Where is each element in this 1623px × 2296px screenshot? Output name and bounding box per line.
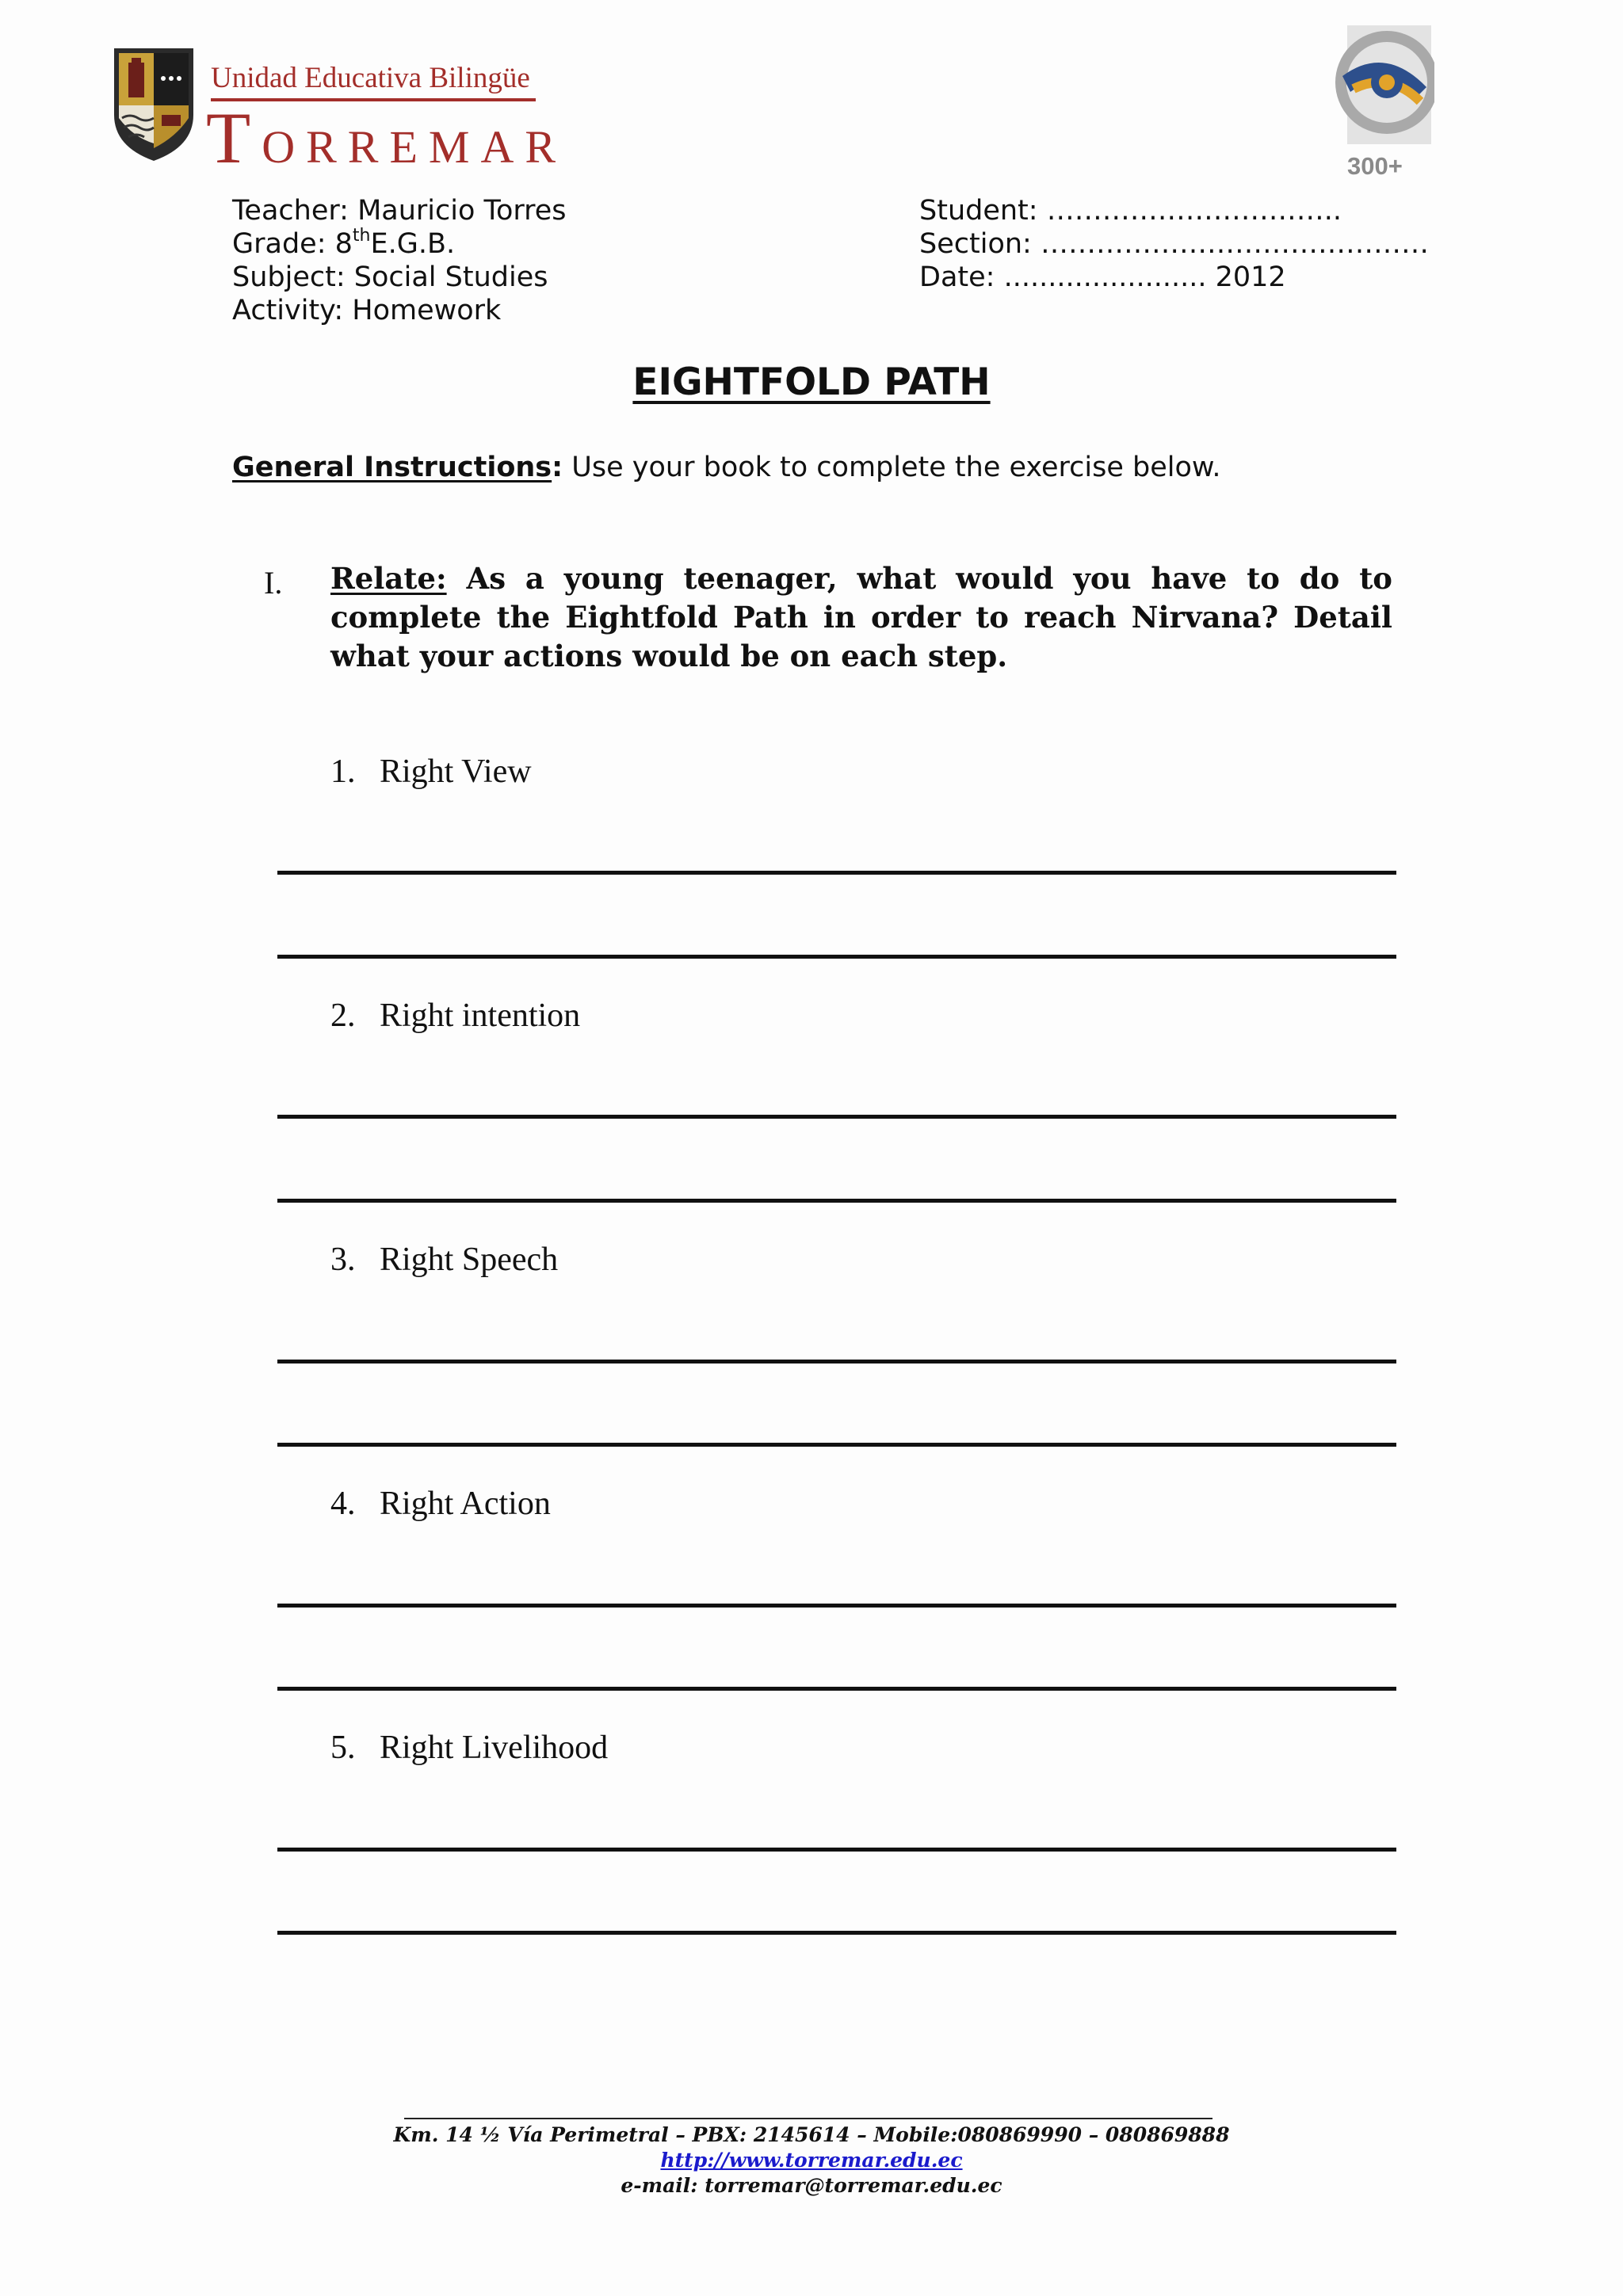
list-item xyxy=(330,1241,558,1279)
subject-field: Subject: Social Studies xyxy=(232,261,548,293)
item-label: Right Action xyxy=(380,1486,551,1522)
item-number: 2. xyxy=(330,997,356,1034)
list-item xyxy=(330,1485,551,1523)
answer-line[interactable] xyxy=(277,1604,1396,1608)
instructions-colon: : xyxy=(552,452,563,483)
answer-line[interactable] xyxy=(277,955,1396,959)
answer-line[interactable] xyxy=(277,1360,1396,1363)
question-text xyxy=(330,559,1392,676)
instructions-text: Use your book to complete the exercise below. xyxy=(563,452,1221,483)
student-field[interactable]: Student: ………………………….. xyxy=(919,195,1342,227)
item-number: 5. xyxy=(330,1730,356,1766)
crest-icon xyxy=(109,45,198,164)
accreditation-seal-icon xyxy=(1308,25,1434,152)
header-left xyxy=(232,194,567,327)
date-field[interactable]: Date: ....................... 2012 xyxy=(919,261,1286,293)
item-number: 4. xyxy=(330,1486,356,1522)
activity-field: Activity: Homework xyxy=(232,295,502,326)
answer-line[interactable] xyxy=(277,871,1396,875)
question-number: I. xyxy=(264,565,283,601)
accreditation-badge xyxy=(1308,25,1434,184)
answer-line[interactable] xyxy=(277,1115,1396,1119)
answer-line[interactable] xyxy=(277,1443,1396,1447)
grade-suffix: E.G.B. xyxy=(370,228,456,260)
answer-line[interactable] xyxy=(277,1687,1396,1691)
section-field[interactable]: Section: …………………………………… xyxy=(919,228,1429,260)
item-label: Right Speech xyxy=(380,1241,559,1278)
question-body: As a young teenager, what would you have to do to complete the Eightfold Path in order to reach Nirvana? Detail what your actions would be on each step. xyxy=(330,561,1392,673)
answer-line[interactable] xyxy=(277,1199,1396,1203)
website-link[interactable]: http://www.torremar.edu.ec xyxy=(660,2149,963,2172)
page-title-text: EIGHTFOLD PATH xyxy=(632,360,991,404)
instructions-label: General Instructions xyxy=(232,452,552,483)
item-label: Right Livelihood xyxy=(380,1730,609,1766)
item-label: Right View xyxy=(380,753,532,790)
answer-line[interactable] xyxy=(277,1848,1396,1852)
footer-email: e-mail: torremar@torremar.edu.ec xyxy=(621,2174,1002,2197)
general-instructions xyxy=(232,452,1220,483)
grade-superscript: th xyxy=(352,226,371,246)
footer-divider xyxy=(404,2118,1212,2119)
list-item xyxy=(330,753,532,791)
list-item xyxy=(330,997,580,1035)
teacher-field: Teacher: Mauricio Torres xyxy=(232,195,567,227)
header-right xyxy=(919,194,1429,294)
school-name-rest: ORREMAR xyxy=(262,121,567,173)
badge-label: 300+ xyxy=(1347,152,1403,180)
item-label: Right intention xyxy=(380,997,581,1034)
item-number: 3. xyxy=(330,1241,356,1278)
list-item xyxy=(330,1729,608,1767)
footer-address: Km. 14 ½ Vía Perimetral – PBX: 2145614 – Mobile:080869990 – 080869888 xyxy=(393,2123,1230,2146)
school-name-line2 xyxy=(206,96,567,180)
question-relate-label: Relate: xyxy=(330,561,447,596)
grade-prefix: Grade: 8 xyxy=(232,228,353,260)
school-name-line1: Unidad Educativa Bilingüe xyxy=(211,62,530,94)
grade-field xyxy=(232,227,567,261)
answer-line[interactable] xyxy=(277,1931,1396,1935)
school-logo xyxy=(109,44,567,178)
page-title xyxy=(0,360,1623,404)
footer-website xyxy=(0,2149,1623,2172)
school-name-initial: T xyxy=(206,97,262,178)
item-number: 1. xyxy=(330,753,356,790)
